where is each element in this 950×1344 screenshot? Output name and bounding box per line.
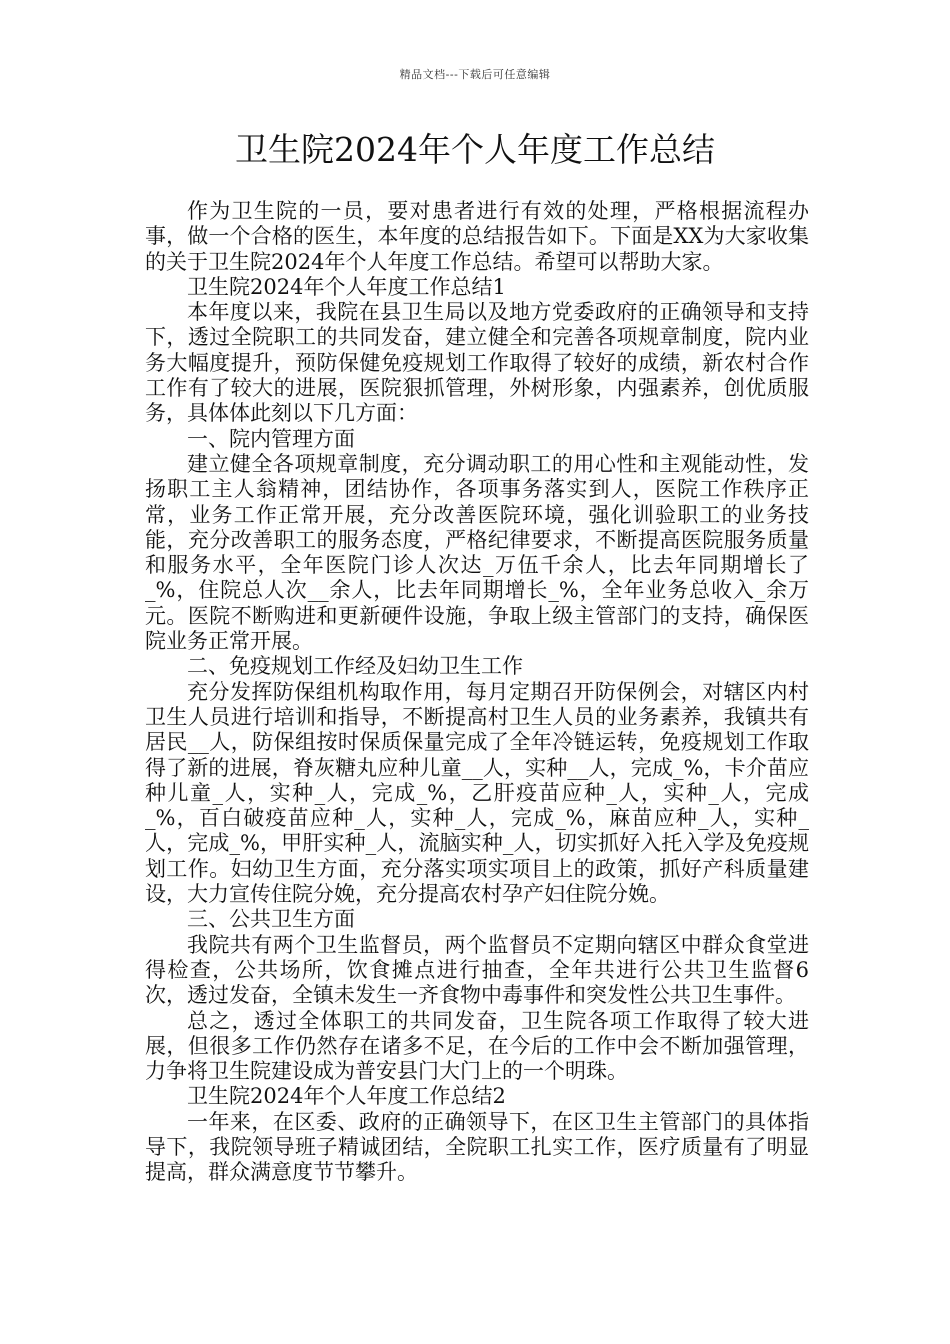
paragraph-intro: 作为卫生院的一员，要对患者进行有效的处理，严格根据流程办事，做一个合格的医生，本年度的总结报告如下。下面是XX为大家收集的关于卫生院2024年个人年度工作总结。希望可以帮助大家。 — [145, 199, 809, 274]
header-note: 精品文档---下载后可任意编辑 — [399, 68, 551, 81]
paragraph-conclusion: 总之，透过全体职工的共同发奋，卫生院各项工作取得了较大进展，但很多工作仍然存在诸多不足，在今后的工作中会不断加强管理，力争将卫生院建设成为普安县门大门上的一个明珠。 — [145, 1008, 809, 1084]
section-heading-public-health: 三、公共卫生方面 — [187, 907, 355, 932]
section-heading-summary-1: 卫生院2024年个人年度工作总结1 — [187, 274, 506, 299]
document-title: 卫生院2024年个人年度工作总结 — [235, 130, 715, 169]
paragraph: 我院共有两个卫生监督员，两个监督员不定期向辖区中群众食堂进得检查，公共场所，饮食摊点进行抽查，全年共进行公共卫生监督6次，透过发奋，全镇未发生一齐食物中毒事件和突发性公共卫生事件。 — [145, 932, 809, 1008]
section-heading-immunization: 二、免疫规划工作经及妇幼卫生工作 — [187, 654, 523, 679]
paragraph: 一年来，在区委、政府的正确领导下，在区卫生主管部门的具体指导下，我院领导班子精诚团结，全院职工扎实工作，医疗质量有了明显提高，群众满意度节节攀升。 — [145, 1109, 809, 1185]
paragraph: 本年度以来，我院在县卫生局以及地方党委政府的正确领导和支持下，透过全院职工的共同发奋，建立健全和完善各项规章制度，院内业务大幅度提升，预防保健免疫规划工作取得了较好的成绩，新农村合作工作有了较大的进展，医院狠抓管理，外树形象，内强素养，创优质服务，具体体此刻以下几方面： — [145, 300, 809, 426]
paragraph: 充分发挥防保组机构取作用，每月定期召开防保例会，对辖区内村卫生人员进行培训和指导，不断提高村卫生人员的业务素养，我镇共有居民__人，防保组按时保质保量完成了全年冷链运转，免疫规划工作取得了新的进展，脊灰糖丸应种儿童__人，实种__人，完成_%，卡介苗应种儿童_人，实种_人，完成_%，乙肝疫苗应种_人，实种_人，完成_%，百白破疫苗应种_人，实种_人，完成_%，麻苗应种_人，实种_人，完成_%，甲肝实种_人，流脑实种_人，切实抓好入托入学及免疫规划工作。妇幼卫生方面，充分落实项实项目上的政策，抓好产科质量建设，大力宣传住院分娩，充分提高农村孕产妇住院分娩。 — [145, 679, 809, 907]
section-heading-summary-2: 卫生院2024年个人年度工作总结2 — [187, 1084, 506, 1109]
document-body — [145, 199, 809, 1186]
paragraph: 建立健全各项规章制度，充分调动职工的用心性和主观能动性，发扬职工主人翁精神，团结协作，各项事务落实到人，医院工作秩序正常，业务工作正常开展，充分改善医院环境，强化训验职工的业务技能，充分改善职工的服务态度，严格纪律要求，不断提高医院服务质量和服务水平，全年医院门诊人次达_万伍千余人，比去年同期增长了_%，住院总人次__余人，比去年同期增长_%，全年业务总收入_余万元。医院不断购进和更新硬件设施，争取上级主管部门的支持，确保医院业务正常开展。 — [145, 451, 809, 654]
section-heading-internal-management: 一、院内管理方面 — [187, 426, 355, 451]
